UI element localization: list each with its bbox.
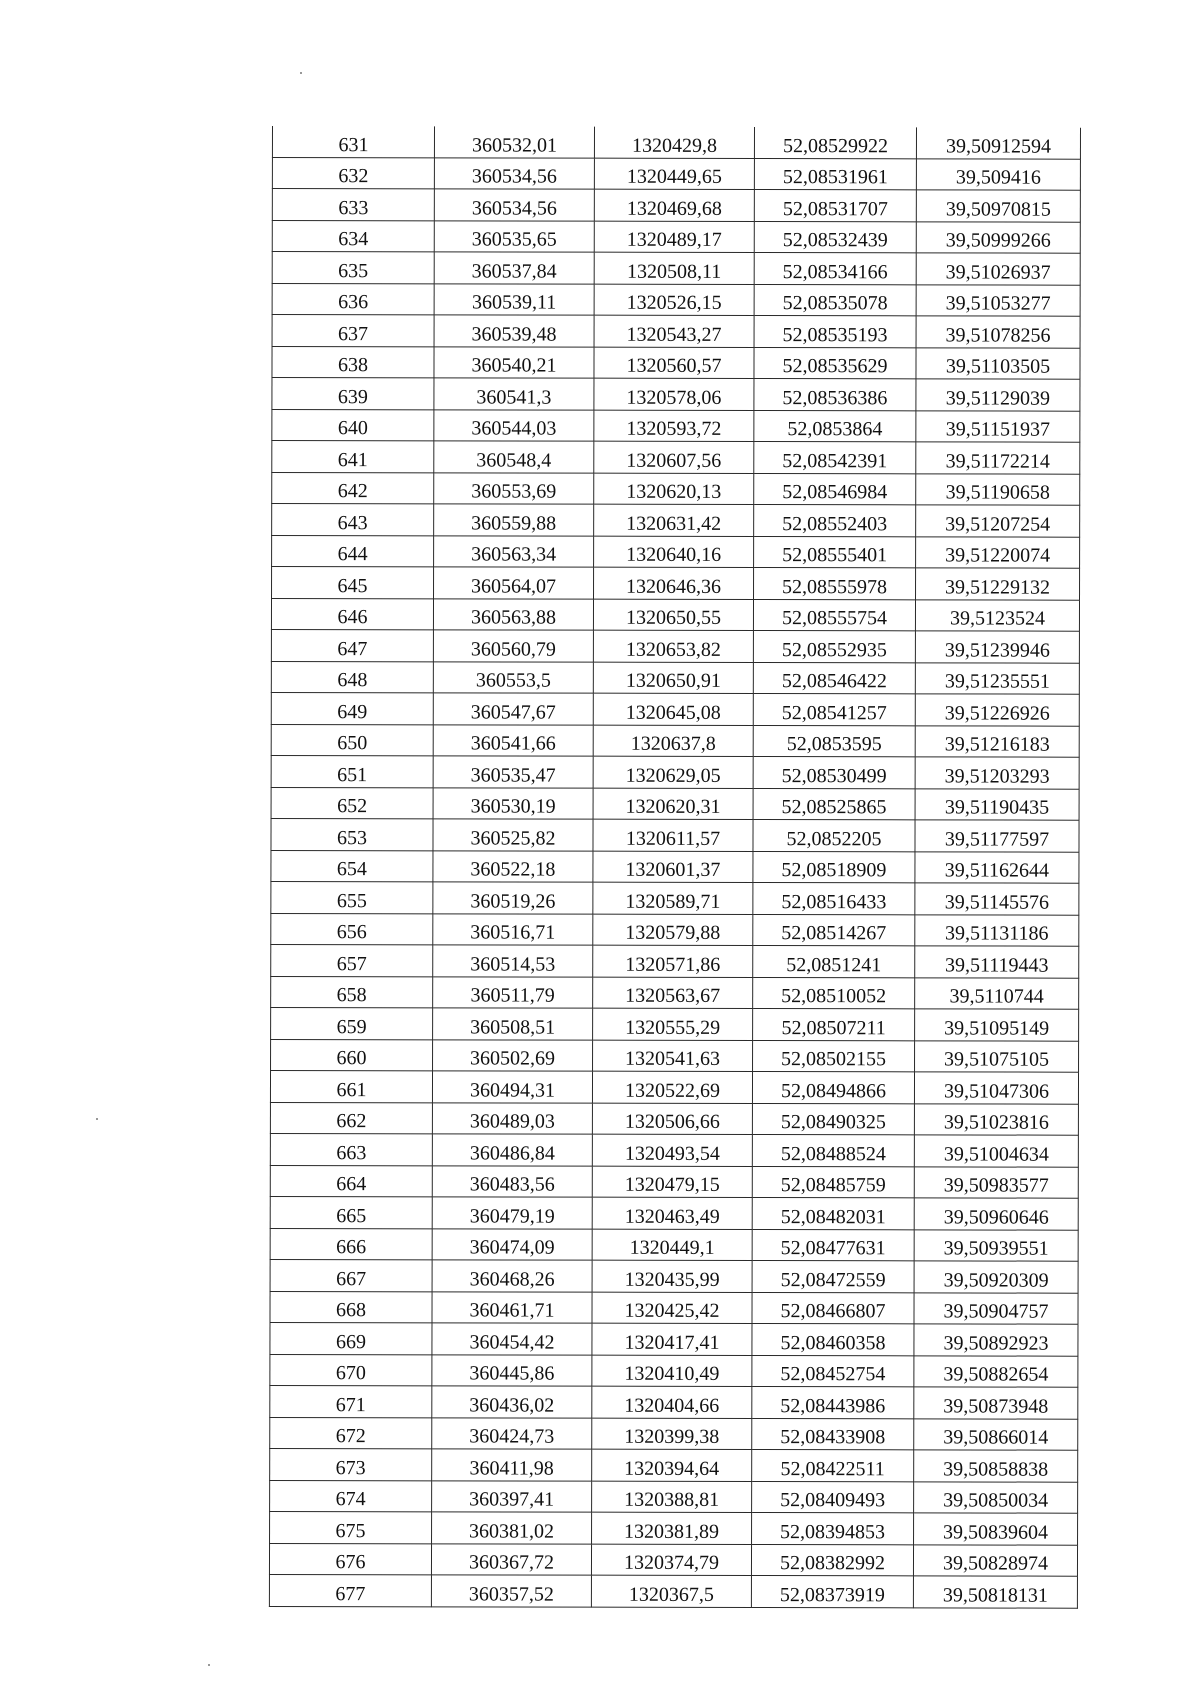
latitude-cell: 52,08535193 [754,316,916,348]
point-number-cell: 673 [270,1448,432,1480]
point-number-cell: 666 [270,1228,432,1260]
latitude-cell: 52,08536386 [754,379,916,411]
point-number-cell: 670 [270,1354,432,1386]
latitude-cell: 52,08530499 [753,757,915,789]
point-number-cell: 637 [272,315,434,347]
point-number-cell: 646 [271,598,433,630]
table-row [272,252,1080,285]
y-coordinate-cell: 1320449,65 [594,158,754,190]
table-row [272,441,1080,474]
latitude-cell: 52,08532439 [754,221,916,253]
x-coordinate-cell: 360559,88 [434,504,594,536]
y-coordinate-cell: 1320637,8 [593,725,753,757]
latitude-cell: 52,08542391 [754,442,916,474]
y-coordinate-cell: 1320589,71 [593,882,753,914]
x-coordinate-cell: 360534,56 [434,157,594,189]
scan-speck [96,1118,98,1120]
y-coordinate-cell: 1320449,1 [592,1229,752,1261]
longitude-cell: 39,51190658 [916,473,1080,505]
latitude-cell: 52,08546422 [753,662,915,694]
point-number-cell: 661 [270,1070,432,1102]
longitude-cell: 39,50939551 [914,1229,1078,1261]
table-row [271,692,1079,725]
point-number-cell: 631 [272,126,434,157]
y-coordinate-cell: 1320645,08 [593,693,753,725]
point-number-cell: 671 [270,1385,432,1417]
longitude-cell: 39,50858838 [914,1450,1078,1482]
table-row [272,472,1080,505]
y-coordinate-cell: 1320578,06 [594,378,754,410]
y-coordinate-cell: 1320611,57 [593,819,753,851]
longitude-cell: 39,51190435 [915,788,1079,820]
point-number-cell: 636 [272,283,434,315]
latitude-cell: 52,0853595 [753,725,915,757]
latitude-cell: 52,0853864 [754,410,916,442]
x-coordinate-cell: 360548,4 [434,441,594,473]
latitude-cell: 52,08516433 [753,883,915,915]
x-coordinate-cell: 360397,41 [432,1480,592,1512]
table-row [270,1480,1078,1513]
x-coordinate-cell: 360560,79 [433,630,593,662]
point-number-cell: 639 [272,378,434,410]
table-row [270,1448,1078,1481]
point-number-cell: 658 [271,976,433,1008]
x-coordinate-cell: 360522,18 [433,850,593,882]
table-row [272,283,1080,316]
latitude-cell: 52,08477631 [752,1229,914,1261]
latitude-cell: 52,08510052 [753,977,915,1009]
x-coordinate-cell: 360381,02 [432,1512,592,1544]
table-row [272,346,1080,379]
point-number-cell: 652 [271,787,433,819]
x-coordinate-cell: 360424,73 [432,1417,592,1449]
x-coordinate-cell: 360454,42 [432,1323,592,1355]
point-number-cell: 648 [271,661,433,693]
latitude-cell: 52,08525865 [753,788,915,820]
latitude-cell: 52,08531961 [754,158,916,190]
y-coordinate-cell: 1320526,15 [594,284,754,316]
longitude-cell: 39,51129039 [916,379,1080,411]
y-coordinate-cell: 1320425,42 [592,1292,752,1324]
y-coordinate-cell: 1320631,42 [594,504,754,536]
y-coordinate-cell: 1320601,37 [593,851,753,883]
latitude-cell: 52,08531707 [754,190,916,222]
point-number-cell: 643 [272,504,434,536]
point-number-cell: 674 [270,1480,432,1512]
latitude-cell: 52,08541257 [753,694,915,726]
latitude-cell: 52,0852205 [753,820,915,852]
longitude-cell: 39,50850034 [914,1481,1078,1513]
y-coordinate-cell: 1320381,89 [592,1512,752,1544]
longitude-cell: 39,51229132 [916,568,1080,600]
table-row [270,1070,1078,1103]
longitude-cell: 39,50912594 [916,127,1080,158]
table-row [271,1007,1079,1040]
x-coordinate-cell: 360502,69 [433,1039,593,1071]
x-coordinate-cell: 360494,31 [432,1071,592,1103]
point-number-cell: 677 [269,1574,431,1606]
table-row [270,1102,1078,1135]
x-coordinate-cell: 360461,71 [432,1291,592,1323]
y-coordinate-cell: 1320374,79 [591,1544,751,1576]
y-coordinate-cell: 1320417,41 [592,1323,752,1355]
table-row [271,787,1079,820]
x-coordinate-cell: 360411,98 [432,1449,592,1481]
latitude-cell: 52,08546984 [754,473,916,505]
table-row [271,944,1079,977]
scan-speck [300,72,302,74]
y-coordinate-cell: 1320650,91 [593,662,753,694]
latitude-cell: 52,08518909 [753,851,915,883]
table-row [272,504,1080,537]
table-row [272,378,1080,411]
point-number-cell: 642 [272,472,434,504]
longitude-cell: 39,51095149 [915,1009,1079,1041]
y-coordinate-cell: 1320367,5 [591,1575,751,1607]
point-number-cell: 645 [272,567,434,599]
longitude-cell: 39,51220074 [916,536,1080,568]
coordinates-table [269,126,1081,1608]
point-number-cell: 676 [269,1543,431,1575]
longitude-cell: 39,50839604 [914,1513,1078,1545]
point-number-cell: 669 [270,1322,432,1354]
point-number-cell: 667 [270,1259,432,1291]
y-coordinate-cell: 1320560,57 [594,347,754,379]
longitude-cell: 39,51177597 [915,820,1079,852]
point-number-cell: 641 [272,441,434,473]
x-coordinate-cell: 360445,86 [432,1354,592,1386]
point-number-cell: 668 [270,1291,432,1323]
latitude-cell: 52,08552935 [753,631,915,663]
x-coordinate-cell: 360367,72 [431,1543,591,1575]
point-number-cell: 650 [271,724,433,756]
table-row [269,1543,1077,1576]
latitude-cell: 52,08534166 [754,253,916,285]
x-coordinate-cell: 360519,26 [433,882,593,914]
x-coordinate-cell: 360564,07 [434,567,594,599]
x-coordinate-cell: 360547,67 [433,693,593,725]
table-row [272,535,1080,568]
point-number-cell: 664 [270,1165,432,1197]
y-coordinate-cell: 1320479,15 [592,1166,752,1198]
longitude-cell: 39,5123524 [915,599,1079,631]
longitude-cell: 39,51047306 [914,1072,1078,1104]
longitude-cell: 39,50960646 [914,1198,1078,1230]
x-coordinate-cell: 360539,48 [434,315,594,347]
point-number-cell: 654 [271,850,433,882]
point-number-cell: 655 [271,881,433,913]
longitude-cell: 39,51004634 [914,1135,1078,1167]
y-coordinate-cell: 1320593,72 [594,410,754,442]
longitude-cell: 39,51239946 [915,631,1079,663]
y-coordinate-cell: 1320399,38 [592,1418,752,1450]
x-coordinate-cell: 360436,02 [432,1386,592,1418]
table-row [271,850,1079,883]
latitude-cell: 52,08460358 [752,1324,914,1356]
x-coordinate-cell: 360544,03 [434,409,594,441]
latitude-cell: 52,08443986 [752,1387,914,1419]
point-number-cell: 665 [270,1196,432,1228]
longitude-cell: 39,51053277 [916,284,1080,316]
x-coordinate-cell: 360553,5 [433,661,593,693]
point-number-cell: 663 [270,1133,432,1165]
x-coordinate-cell: 360535,47 [433,756,593,788]
latitude-cell: 52,08452754 [752,1355,914,1387]
x-coordinate-cell: 360468,26 [432,1260,592,1292]
table-row [270,1228,1078,1261]
coordinates-table-body [269,126,1080,1608]
latitude-cell: 52,08485759 [752,1166,914,1198]
x-coordinate-cell: 360539,11 [434,283,594,315]
table-row [270,1417,1078,1450]
longitude-cell: 39,51145576 [915,883,1079,915]
x-coordinate-cell: 360525,82 [433,819,593,851]
latitude-cell: 52,08507211 [753,1009,915,1041]
longitude-cell: 39,51075105 [915,1040,1079,1072]
latitude-cell: 52,08373919 [751,1576,913,1608]
y-coordinate-cell: 1320620,31 [593,788,753,820]
longitude-cell: 39,50970815 [916,190,1080,222]
longitude-cell: 39,51151937 [916,410,1080,442]
x-coordinate-cell: 360479,19 [432,1197,592,1229]
table-row [272,189,1080,222]
longitude-cell: 39,5110744 [915,977,1079,1009]
longitude-cell: 39,50892923 [914,1324,1078,1356]
latitude-cell: 52,08472559 [752,1261,914,1293]
longitude-cell: 39,50999266 [916,221,1080,253]
y-coordinate-cell: 1320607,56 [594,441,754,473]
point-number-cell: 632 [272,157,434,189]
point-number-cell: 651 [271,755,433,787]
x-coordinate-cell: 360537,84 [434,252,594,284]
y-coordinate-cell: 1320653,82 [593,630,753,662]
longitude-cell: 39,51078256 [916,316,1080,348]
point-number-cell: 635 [272,252,434,284]
y-coordinate-cell: 1320629,05 [593,756,753,788]
y-coordinate-cell: 1320571,86 [593,945,753,977]
longitude-cell: 39,51172214 [916,442,1080,474]
longitude-cell: 39,51026937 [916,253,1080,285]
longitude-cell: 39,51235551 [915,662,1079,694]
x-coordinate-cell: 360563,34 [434,535,594,567]
latitude-cell: 52,08555401 [754,536,916,568]
latitude-cell: 52,08502155 [753,1040,915,1072]
longitude-cell: 39,51207254 [916,505,1080,537]
table-row [271,629,1079,662]
longitude-cell: 39,509416 [916,158,1080,190]
latitude-cell: 52,08555978 [754,568,916,600]
longitude-cell: 39,50983577 [914,1166,1078,1198]
latitude-cell: 52,08555754 [753,599,915,631]
table-row [270,1196,1078,1229]
longitude-cell: 39,51203293 [915,757,1079,789]
longitude-cell: 39,51023816 [914,1103,1078,1135]
latitude-cell: 52,08466807 [752,1292,914,1324]
table-row [271,976,1079,1009]
longitude-cell: 39,51131186 [915,914,1079,946]
point-number-cell: 662 [270,1102,432,1134]
latitude-cell: 52,08409493 [752,1481,914,1513]
longitude-cell: 39,50866014 [914,1418,1078,1450]
point-number-cell: 660 [271,1039,433,1071]
y-coordinate-cell: 1320489,17 [594,221,754,253]
point-number-cell: 638 [272,346,434,378]
x-coordinate-cell: 360534,56 [434,189,594,221]
x-coordinate-cell: 360541,66 [433,724,593,756]
longitude-cell: 39,50882654 [914,1355,1078,1387]
point-number-cell: 633 [272,189,434,221]
latitude-cell: 52,08382992 [751,1544,913,1576]
y-coordinate-cell: 1320522,69 [592,1071,752,1103]
x-coordinate-cell: 360563,88 [433,598,593,630]
x-coordinate-cell: 360483,56 [432,1165,592,1197]
latitude-cell: 52,08514267 [753,914,915,946]
latitude-cell: 52,08394853 [752,1513,914,1545]
table-row [270,1385,1078,1418]
y-coordinate-cell: 1320506,66 [592,1103,752,1135]
y-coordinate-cell: 1320640,16 [594,536,754,568]
table-row [272,126,1080,159]
y-coordinate-cell: 1320404,66 [592,1386,752,1418]
table-row [271,913,1079,946]
point-number-cell: 647 [271,629,433,661]
table-row [270,1354,1078,1387]
table-row [272,220,1080,253]
y-coordinate-cell: 1320646,36 [594,567,754,599]
table-row [272,157,1080,190]
x-coordinate-cell: 360357,52 [431,1575,591,1607]
table-row [271,661,1079,694]
longitude-cell: 39,51216183 [915,725,1079,757]
x-coordinate-cell: 360489,03 [432,1102,592,1134]
x-coordinate-cell: 360514,53 [433,945,593,977]
y-coordinate-cell: 1320543,27 [594,315,754,347]
y-coordinate-cell: 1320620,13 [594,473,754,505]
table-row [270,1259,1078,1292]
y-coordinate-cell: 1320541,63 [593,1040,753,1072]
point-number-cell: 659 [271,1007,433,1039]
point-number-cell: 653 [271,818,433,850]
longitude-cell: 39,50904757 [914,1292,1078,1324]
x-coordinate-cell: 360508,51 [433,1008,593,1040]
table-row [272,315,1080,348]
latitude-cell: 52,08494866 [752,1072,914,1104]
y-coordinate-cell: 1320429,8 [594,127,754,158]
table-row [271,755,1079,788]
longitude-cell: 39,51162644 [915,851,1079,883]
scan-speck [208,1664,210,1666]
y-coordinate-cell: 1320388,81 [592,1481,752,1513]
y-coordinate-cell: 1320435,99 [592,1260,752,1292]
x-coordinate-cell: 360553,69 [434,472,594,504]
table-row [271,881,1079,914]
longitude-cell: 39,51103505 [916,347,1080,379]
longitude-cell: 39,50818131 [913,1576,1077,1608]
table-row [270,1165,1078,1198]
point-number-cell: 644 [272,535,434,567]
y-coordinate-cell: 1320563,67 [593,977,753,1009]
table-row [269,1574,1077,1607]
y-coordinate-cell: 1320469,68 [594,189,754,221]
table-row [272,567,1080,600]
x-coordinate-cell: 360535,65 [434,220,594,252]
point-number-cell: 675 [270,1511,432,1543]
table-row [270,1133,1078,1166]
point-number-cell: 656 [271,913,433,945]
point-number-cell: 672 [270,1417,432,1449]
point-number-cell: 634 [272,220,434,252]
table-row [271,1039,1079,1072]
x-coordinate-cell: 360516,71 [433,913,593,945]
table-row [271,598,1079,631]
y-coordinate-cell: 1320650,55 [593,599,753,631]
y-coordinate-cell: 1320555,29 [593,1008,753,1040]
x-coordinate-cell: 360530,19 [433,787,593,819]
x-coordinate-cell: 360532,01 [434,126,594,157]
latitude-cell: 52,08488524 [752,1135,914,1167]
longitude-cell: 39,51226926 [915,694,1079,726]
x-coordinate-cell: 360541,3 [434,378,594,410]
latitude-cell: 52,08482031 [752,1198,914,1230]
x-coordinate-cell: 360540,21 [434,346,594,378]
latitude-cell: 52,0851241 [753,946,915,978]
latitude-cell: 52,08535078 [754,284,916,316]
table-row [270,1291,1078,1324]
longitude-cell: 39,50873948 [914,1387,1078,1419]
y-coordinate-cell: 1320579,88 [593,914,753,946]
x-coordinate-cell: 360511,79 [433,976,593,1008]
x-coordinate-cell: 360474,09 [432,1228,592,1260]
longitude-cell: 39,50920309 [914,1261,1078,1293]
x-coordinate-cell: 360486,84 [432,1134,592,1166]
y-coordinate-cell: 1320463,49 [592,1197,752,1229]
latitude-cell: 52,08422511 [752,1450,914,1482]
y-coordinate-cell: 1320410,49 [592,1355,752,1387]
latitude-cell: 52,08535629 [754,347,916,379]
longitude-cell: 39,51119443 [915,946,1079,978]
point-number-cell: 657 [271,944,433,976]
table-row [272,409,1080,442]
latitude-cell: 52,08552403 [754,505,916,537]
table-row [271,724,1079,757]
point-number-cell: 649 [271,692,433,724]
y-coordinate-cell: 1320508,11 [594,252,754,284]
table-row [270,1322,1078,1355]
table-row [270,1511,1078,1544]
latitude-cell: 52,08490325 [752,1103,914,1135]
latitude-cell: 52,08433908 [752,1418,914,1450]
y-coordinate-cell: 1320493,54 [592,1134,752,1166]
longitude-cell: 39,50828974 [913,1544,1077,1576]
y-coordinate-cell: 1320394,64 [592,1449,752,1481]
table-row [271,818,1079,851]
point-number-cell: 640 [272,409,434,441]
latitude-cell: 52,08529922 [754,127,916,158]
